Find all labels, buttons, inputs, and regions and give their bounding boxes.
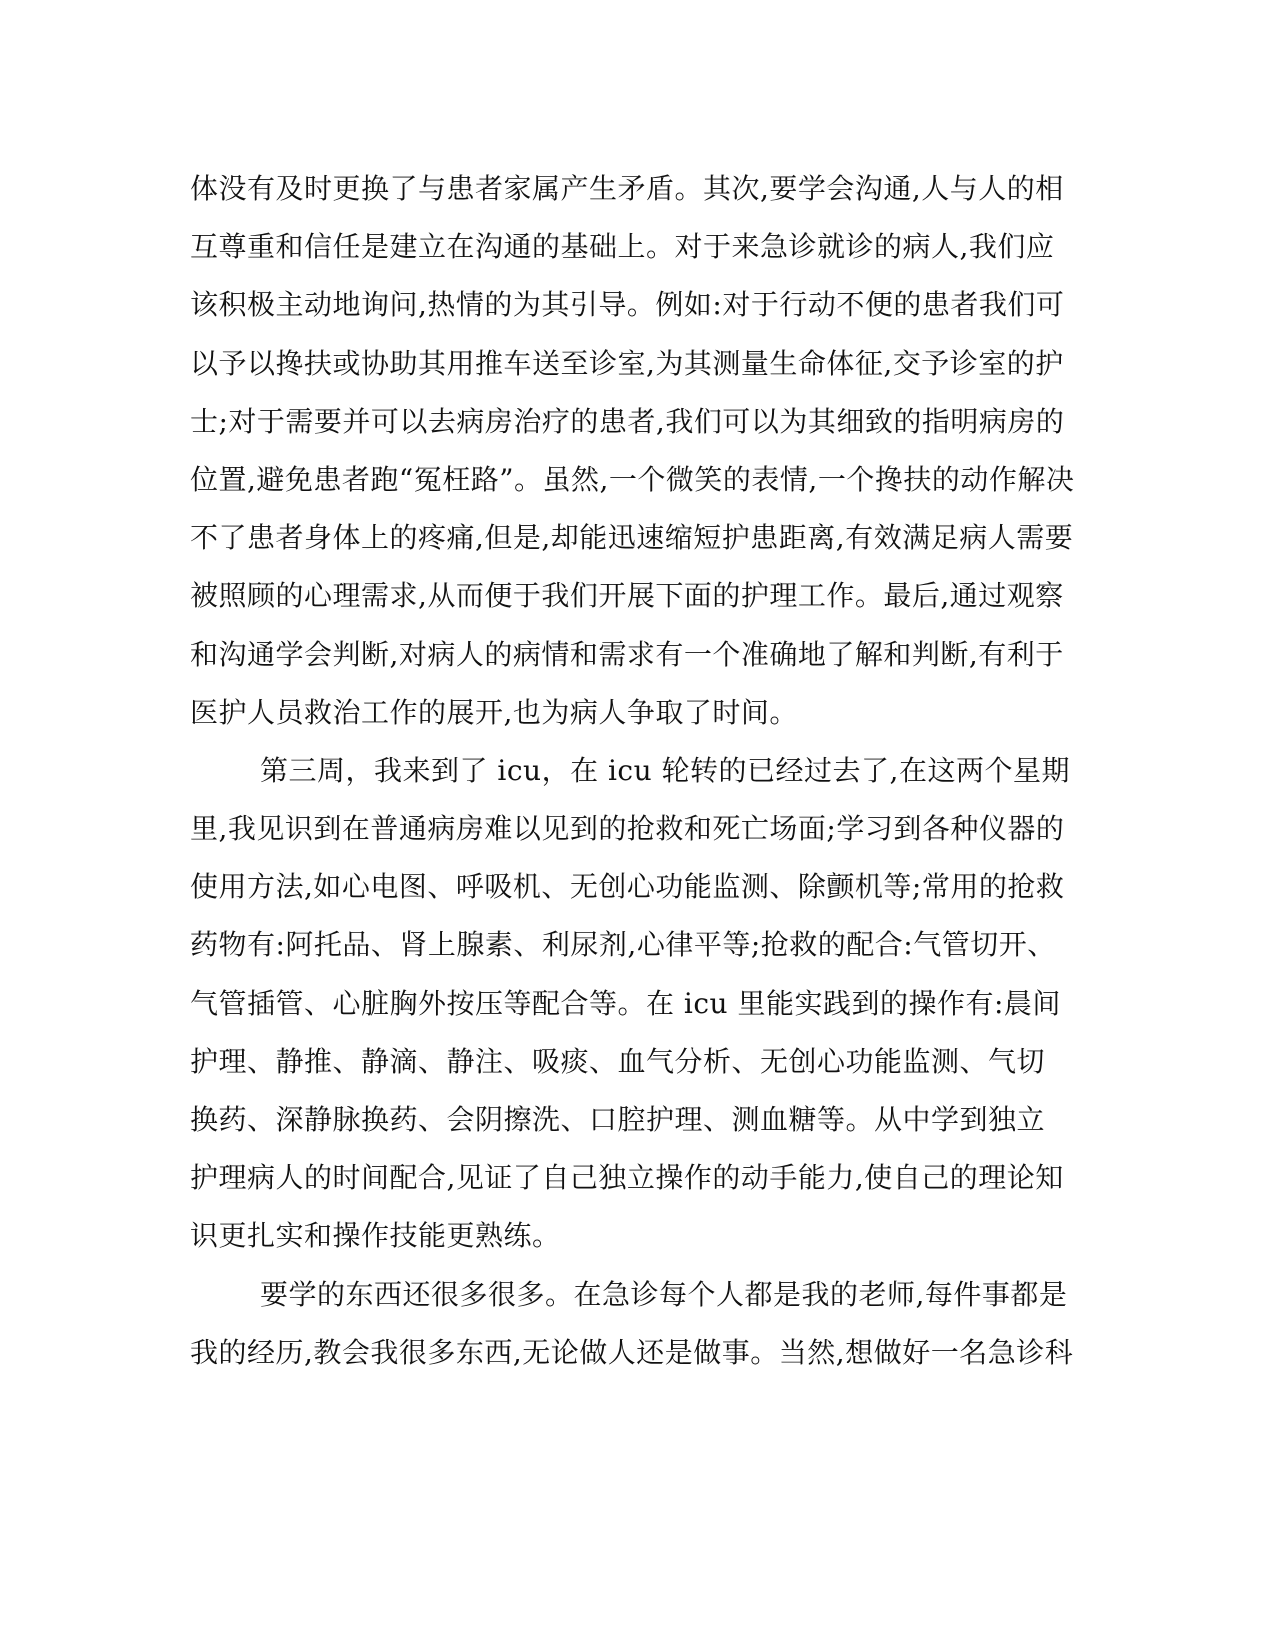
text-line: 不了患者身体上的疼痛,但是,却能迅速缩短护患距离,有效满足病人需要: [190, 521, 1074, 555]
paragraph-start-line: 第三周，我来到了 icu，在 icu 轮转的已经过去了,在这两个星期: [260, 753, 1070, 787]
text-line: 护理、静推、静滴、静注、吸痰、血气分析、无创心功能监测、气切: [190, 1044, 1046, 1078]
text-line: 互尊重和信任是建立在沟通的基础上。对于来急诊就诊的病人,我们应: [190, 230, 1055, 264]
document-body: [190, 160, 1080, 1382]
text-line: 以予以搀扶或协助其用推车送至诊室,为其测量生命体征,交予诊室的护: [190, 346, 1064, 380]
text-line: 换药、深静脉换药、会阴擦洗、口腔护理、测血糖等。从中学到独立: [190, 1103, 1046, 1136]
text-line: 士;对于需要并可以去病房治疗的患者,我们可以为其细致的指明病房的: [190, 404, 1065, 438]
text-line: 和沟通学会判断,对病人的病情和需求有一个准确地了解和判断,有利于: [190, 637, 1064, 671]
paragraph-start-line: 要学的东西还很多很多。在急诊每个人都是我的老师,每件事都是: [260, 1277, 1068, 1311]
text-line: 位置,避免患者跑“冤枉路”。虽然,一个微笑的表情,一个搀扶的动作解决: [190, 462, 1075, 496]
text-line: 里,我见识到在普通病房难以见到的抢救和死亡场面;学习到各种仪器的: [190, 812, 1065, 846]
text-line: 使用方法,如心电图、呼吸机、无创心功能监测、除颤机等;常用的抢救: [190, 870, 1065, 904]
text-line: 医护人员救治工作的展开,也为病人争取了时间。: [190, 695, 798, 729]
text-line: 被照顾的心理需求,从而便于我们开展下面的护理工作。最后,通过观察: [190, 579, 1064, 613]
text-line: 识更扎实和操作技能更熟练。: [190, 1219, 561, 1253]
text-line: 我的经历,教会我很多东西,无论做人还是做事。当然,想做好一名急诊科: [190, 1335, 1074, 1369]
text-line: 气管插管、心脏胸外按压等配合等。在 icu 里能实践到的操作有:晨间: [190, 986, 1061, 1020]
text-line: 护理病人的时间配合,见证了自己独立操作的动手能力,使自己的理论知: [190, 1161, 1064, 1195]
text-line: 药物有:阿托品、肾上腺素、利尿剂,心律平等;抢救的配合:气管切开、: [190, 928, 1056, 962]
text-line: 体没有及时更换了与患者家属产生矛盾。其次,要学会沟通,人与人的相: [190, 172, 1064, 205]
text-line: 该积极主动地询问,热情的为其引导。例如:对于行动不便的患者我们可: [190, 288, 1065, 322]
